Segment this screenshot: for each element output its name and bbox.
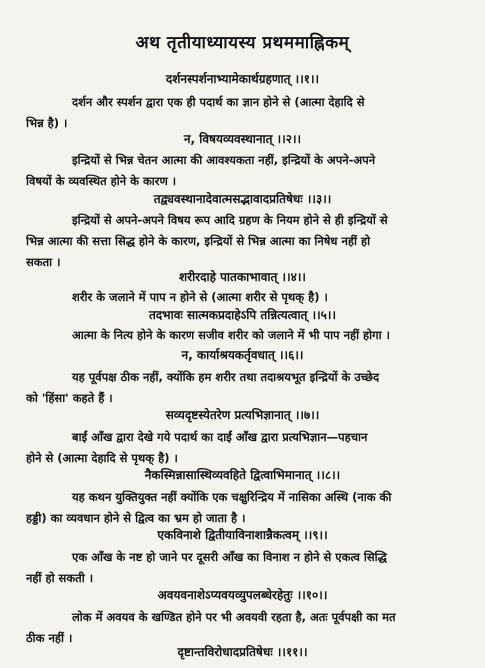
commentary-paragraph: [26, 150, 462, 192]
sutra-line: तदभावः सात्मकप्रदाहेऽपि तन्नित्यत्वात् ।।५।।: [148, 308, 337, 322]
sutra-line: अवयवनाशेऽप्यवयव्युपलब्धेरहेतुः ।।१०।।: [157, 588, 328, 602]
commentary-line: इन्द्रियों से अपने-अपने विषय रूप आदि ग्रहण के नियम होने से ही इन्द्रियों से: [72, 213, 388, 227]
commentary-line: भिन्न है) ।: [26, 116, 68, 130]
sutra-line: सव्यदृष्टस्येतरेण प्रत्यभिज्ञानात् ।।७।।: [165, 408, 320, 422]
commentary-line: बाईं आँख द्वारा देखे गये पदार्थ का दाईं आँख द्वारा प्रत्यभिज्ञान—पहचान: [72, 430, 368, 444]
commentary-line: होने से (आत्मा देहादि से पृथक् है) ।: [26, 451, 178, 465]
commentary-paragraph: [26, 210, 462, 273]
sutra-line: तद्व्यवस्थानादेवात्मसद्भावादप्रतिषेधः ।।३।।: [153, 192, 332, 206]
commentary-paragraph: [26, 427, 462, 469]
chapter-title: अथ तृतीयाध्यायस्य प्रथममाह्निकम्: [135, 33, 350, 53]
commentary-paragraph: [26, 367, 462, 409]
commentary-line: इन्द्रियों से भिन्न चेतन आत्मा की आवश्यकता नहीं, इन्द्रियों के अपने-अपने: [72, 153, 376, 167]
commentary-paragraph: [26, 487, 462, 529]
sutra-line: नैकस्मिन्नासास्थिव्यवहिते द्वित्वाभिमानात् ।।८।।: [144, 468, 341, 482]
commentary-line: शरीर के जलाने में पाप न होने से (आत्मा शरीर से पृथक् है) ।: [72, 290, 328, 304]
commentary-line: भिन्न आत्मा की सत्ता सिद्ध होने के कारण, इन्द्रियों से भिन्न आत्मा का निषेध नहीं हो: [26, 234, 371, 248]
sutra-line: दृष्टान्तविरोधादप्रतिषेधः ।।११।।: [177, 645, 308, 659]
commentary-line: ठीक नहीं ।: [26, 631, 73, 645]
commentary-line: दर्शन और स्पर्शन द्वारा एक ही पदार्थ का ज्ञान होने से (आत्मा देहादि से: [72, 95, 365, 109]
commentary-line: लोक में अवयव के खण्डित होने पर भी अवयवी रहता है, अतः पूर्वपक्षी का मत: [72, 610, 396, 624]
commentary-line: यह पूर्वपक्ष ठीक नहीं, क्योंकि हम शरीर तथा तदाश्रयभूत इन्द्रियों के उच्छेद: [72, 370, 380, 384]
commentary-line: नहीं हो सकती ।: [26, 571, 94, 585]
commentary-paragraph: [26, 325, 462, 346]
commentary-line: को 'हिंसा' कहते हैं ।: [26, 391, 113, 405]
commentary-line: सकता ।: [26, 255, 61, 269]
commentary-paragraph: [26, 92, 462, 134]
sutra-line: न, कार्याश्रयकर्तृवधात् ।।६।।: [181, 348, 304, 362]
commentary-line: एक आँख के नष्ट हो जाने पर दूसरी आँख का विनाश न होने से एकत्व सिद्धि: [72, 550, 387, 564]
commentary-line: यह कथन युक्तियुक्त नहीं क्योंकि एक चक्षुरिन्द्रिय में नासिका अस्थि (नाक की: [72, 490, 392, 504]
sutra-line: शरीरदाहे पातकाभावात् ।।४।।: [179, 270, 306, 284]
sutra-line: दर्शनस्पर्शनाभ्यामेकार्थग्रहणात् ।।१।।: [165, 72, 320, 86]
sutra-line: न, विषयव्यवस्थानात् ।।२।।: [183, 132, 302, 146]
commentary-line: विषयों के व्यवस्थित होने के कारण ।: [26, 174, 177, 188]
sutra-line: एकविनाशे द्वितीयाविनाशान्नैकत्वम् ।।९।।: [157, 528, 328, 542]
commentary-paragraph: [26, 547, 462, 589]
commentary-line: हड्डी) का व्यवधान होने से द्वित्व का भ्रम हो जाता है ।: [26, 511, 246, 525]
commentary-line: आत्मा के नित्य होने के कारण सजीव शरीर को जलाने में भी पाप नहीं होगा ।: [72, 328, 390, 342]
commentary-paragraph: [26, 287, 462, 308]
